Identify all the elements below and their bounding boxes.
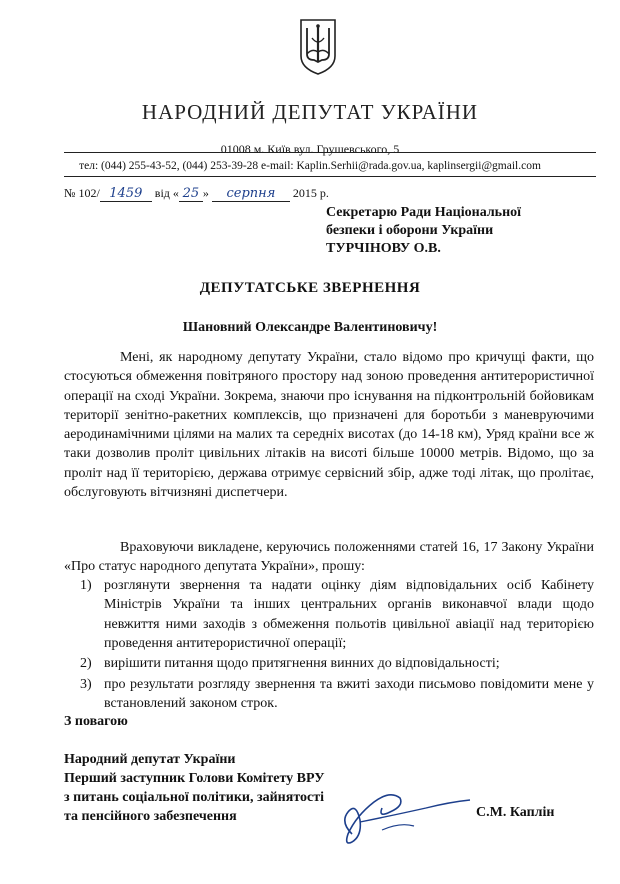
body-paragraph: Враховуючи викладене, керуючись положеннями статей 16, 17 Закону України «Про статус народного депутата України», прошу: <box>64 540 594 575</box>
addressee-line: Секретарю Ради Національної <box>326 205 522 220</box>
letterhead-contacts: тел: (044) 255-43-52, (044) 253-39-28 e-mail: Kaplin.Serhii@rada.gov.ua, kaplinsergii@gmail.com <box>79 160 541 172</box>
addressee-block <box>326 204 521 258</box>
addressee-line: безпеки і оборони України <box>326 223 494 238</box>
registration-quote-close: » <box>202 186 209 200</box>
divider <box>64 152 596 153</box>
trident-emblem-icon <box>298 18 338 76</box>
registration-prefix: № 102/ <box>64 186 100 200</box>
request-item <box>80 654 594 673</box>
item-number: 1) <box>80 578 92 593</box>
salutation: Шановний Олександре Валентиновичу! <box>182 320 438 335</box>
divider <box>64 176 596 177</box>
request-item <box>80 675 594 714</box>
signer-name: С.М. Каплін <box>476 805 555 820</box>
closing-regards: З повагою <box>64 714 128 729</box>
document-title: ДЕПУТАТСЬКЕ ЗВЕРНЕННЯ <box>199 280 421 296</box>
item-text: розглянути звернення та надати оцінку діям відповідальних осіб Кабінету Міністрів України та інших центральних органів виконавчої влади щодо невжиття ними заходів з обмеження польотів цивільної авіації над територією проведення антитерористичної операції; <box>104 578 594 651</box>
registration-line <box>64 186 329 202</box>
signer-title-line: з питань соціальної політики, зайнятості <box>64 790 324 805</box>
signer-title-line: Народний депутат України <box>64 752 236 767</box>
registration-number: 1459 <box>100 186 152 202</box>
letterhead-title: НАРОДНИЙ ДЕПУТАТ УКРАЇНИ <box>141 100 479 124</box>
item-number: 2) <box>80 656 92 671</box>
item-text: вирішити питання щодо притягнення винних до відповідальності; <box>104 656 500 671</box>
signature-title-block <box>64 750 324 826</box>
registration-year: 2015 р. <box>292 186 329 200</box>
item-number: 3) <box>80 677 92 692</box>
body-paragraph: Мені, як народному депутату України, стало відомо про кричущі факти, що стосуються обмеження повітряного простору над зоною проведення антитерористичної операції на сході України. Зокрема, знаючи про існування на підконтрольній бойовикам території зенітно-ракетних комплексів, що призначені для боротьби з маневруючими аеродинамічними цілями на малих та середніх висотах (до 14-18 км), Уряд країни все ж таки дозволив проліт цивільних літаків на висоті більше 10000 метрів. Відомо, що за проліт над її територією, держава отримує сервісний збір, адже тоді літак, що пролітає, обслуговують вітчизняні диспетчери. <box>64 350 594 501</box>
registration-month: серпня <box>212 186 290 202</box>
letterhead-address: 01008 м. Київ вул. Грушевського, 5 <box>220 142 400 156</box>
item-text: про результати розгляду звернення та вжиті заходи письмово повідомити мене у встановлений законом строк. <box>104 677 594 712</box>
registration-day: 25 <box>179 186 203 202</box>
registration-from-label: від « <box>154 186 179 200</box>
signer-title-line: Перший заступник Голови Комітету ВРУ <box>64 771 325 786</box>
handwritten-signature <box>330 772 480 852</box>
request-item <box>80 576 594 653</box>
signer-title-line: та пенсійного забезпечення <box>64 809 237 824</box>
addressee-name: ТУРЧІНОВУ О.В. <box>326 241 441 256</box>
